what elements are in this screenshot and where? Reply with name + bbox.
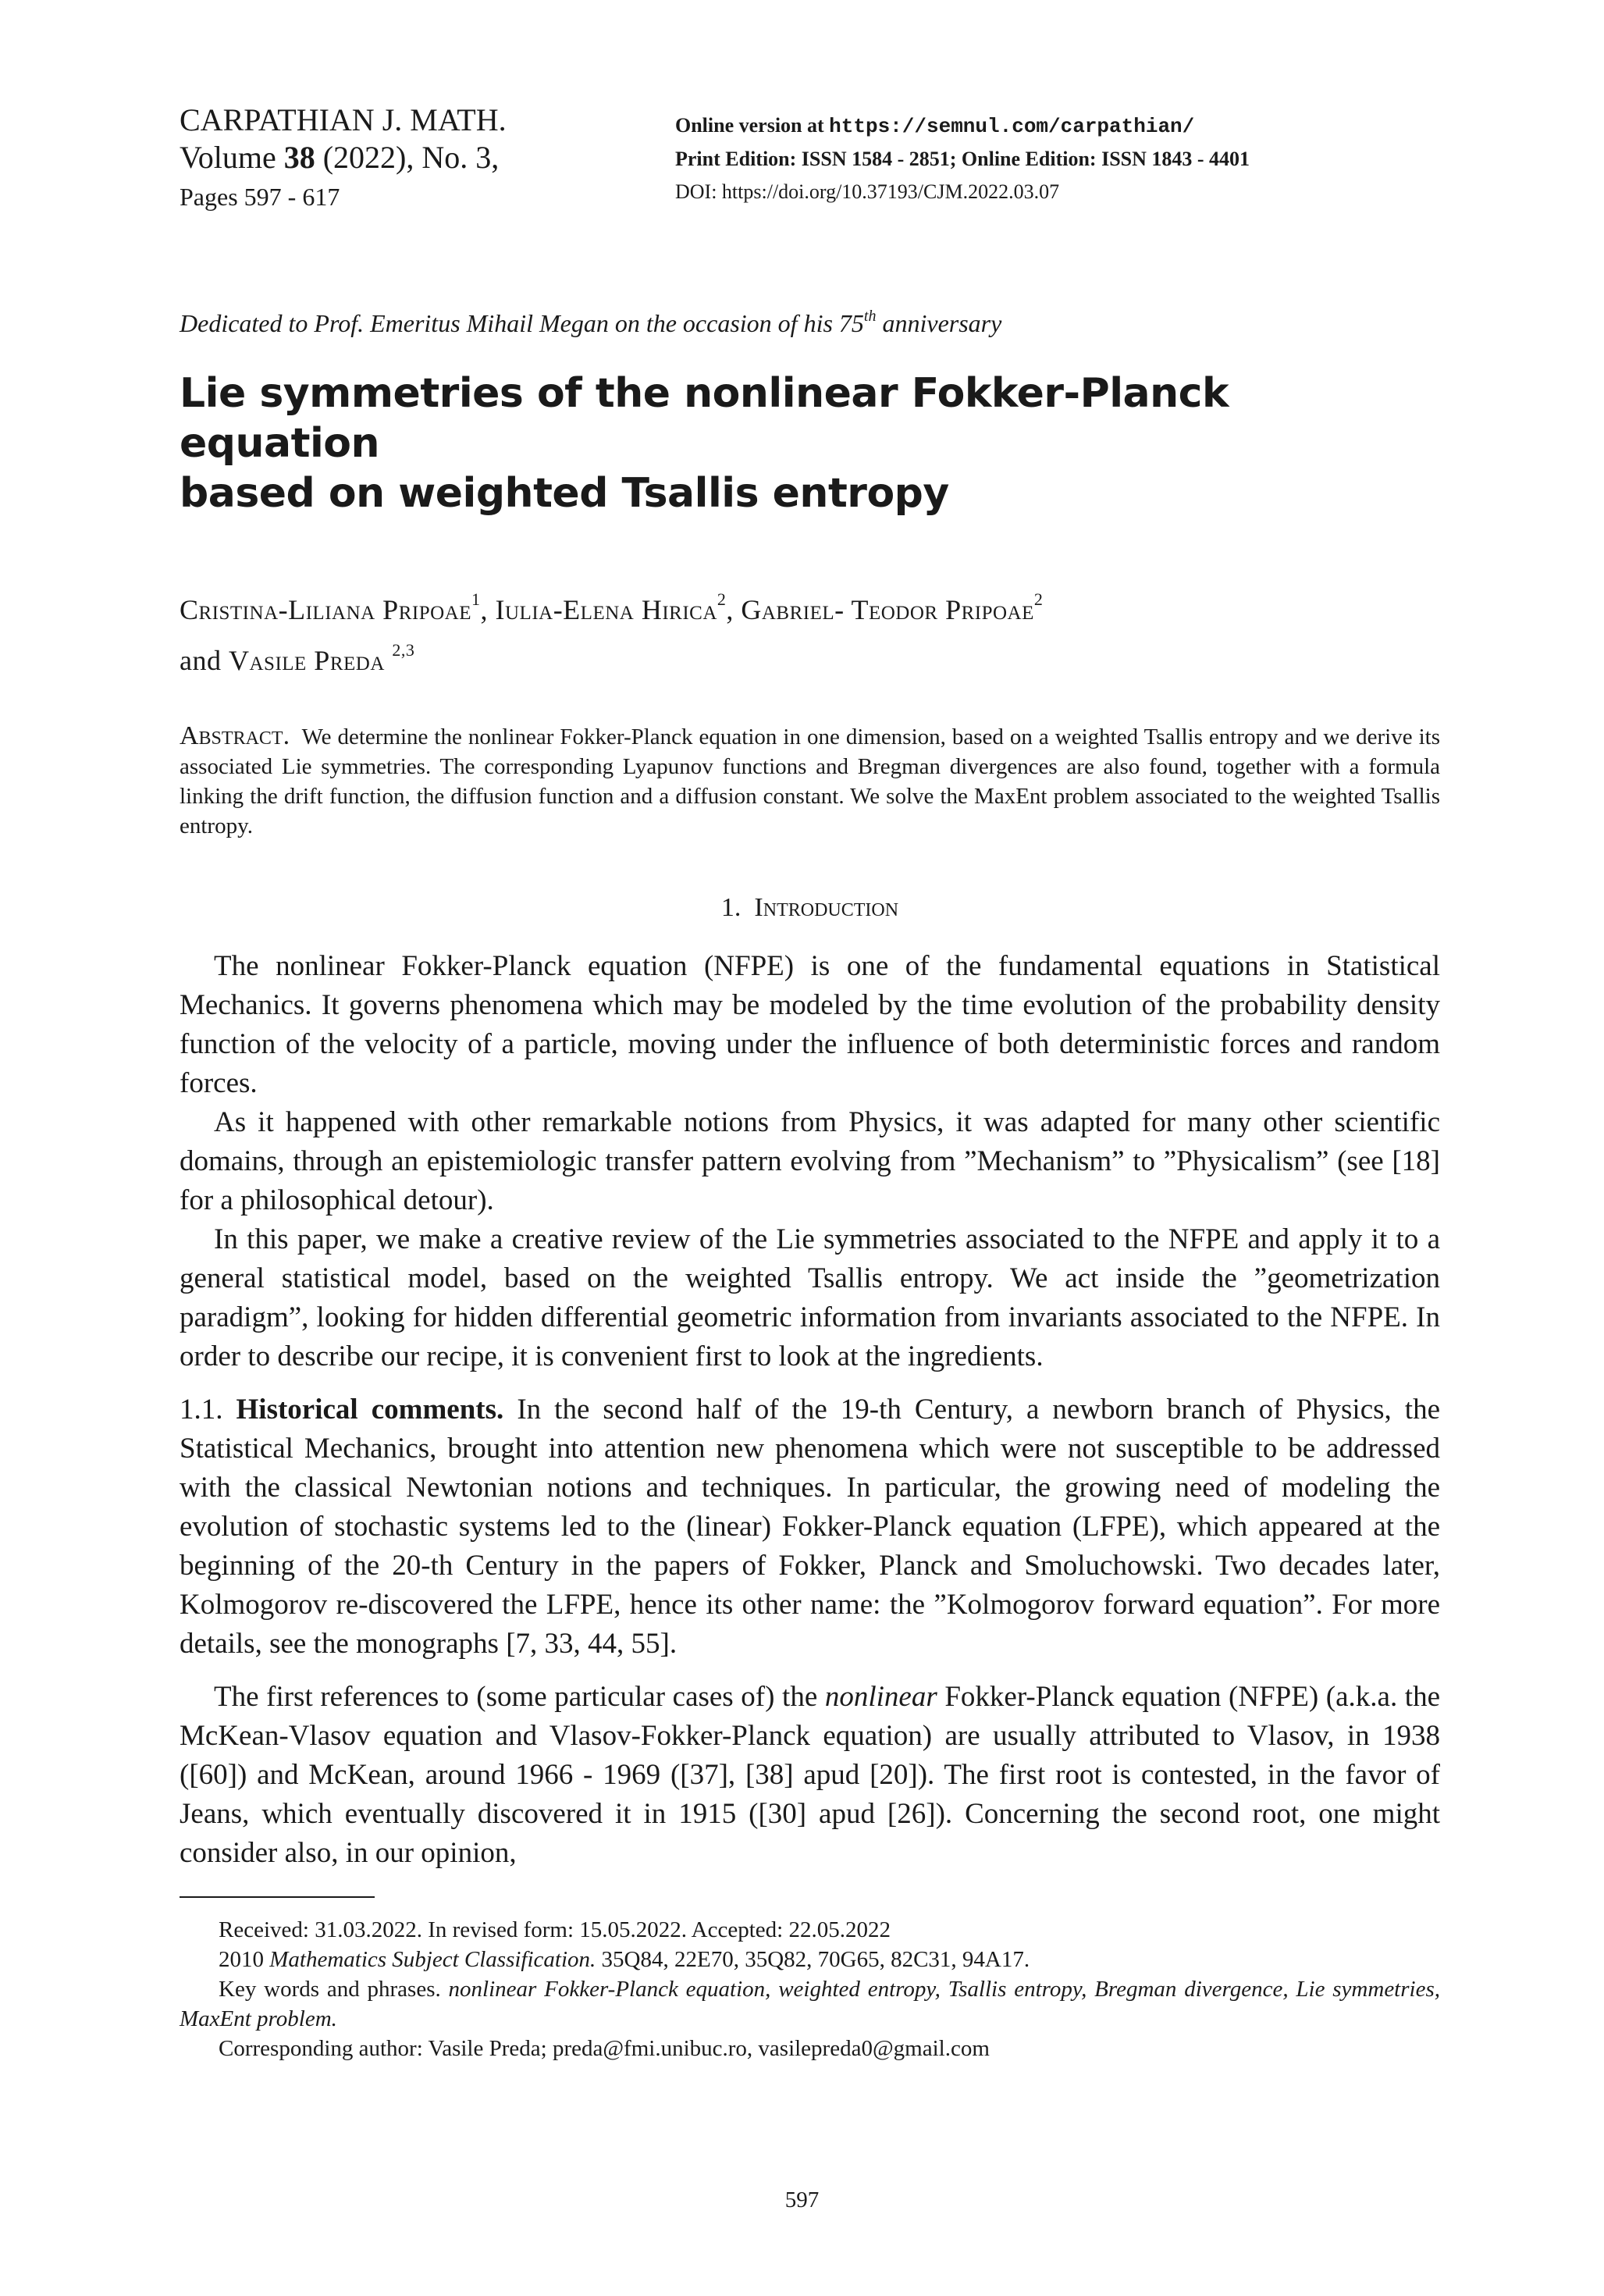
abstract-text: We determine the nonlinear Fokker-Planck equation in one dimension, based on a weighted Tsallis entropy and we derive its associated Lie symmetries. The corresponding Lyapunov functions and Bregman divergences are also found, together with a formula linking the drift function, the diffusion function and a diffusion constant. We solve the MaxEnt problem associated to the weighted Tsallis entropy. <box>180 724 1440 838</box>
body-text <box>180 947 1440 1873</box>
journal-info <box>180 101 671 226</box>
online-url-link[interactable]: https://semnul.com/carpathian/ <box>829 115 1195 138</box>
online-version: Online version at https://semnul.com/carpathian/ <box>675 114 1195 138</box>
subsection-heading: Historical comments. <box>236 1394 504 1426</box>
doi-link[interactable]: DOI: https://doi.org/10.37193/CJM.2022.03.07 <box>675 180 1060 203</box>
author-3: Gabriel- Teodor Pripoae <box>741 594 1034 625</box>
footnote-divider <box>180 1896 375 1898</box>
journal-name: CARPATHIAN J. MATH. <box>180 102 507 137</box>
footnote-received: Received: 31.03.2022. In revised form: 15.05.2022. Accepted: 22.05.2022 <box>219 1917 891 1942</box>
footnote-keywords: Key words and phrases. nonlinear Fokker-Planck equation, weighted entropy, Tsallis entropy, Bregman divergence, Lie symmetries, MaxEnt problem. <box>180 1977 1440 2031</box>
author-list: Cristina-Liliana Pripoae$^1$, Iulia-Elena Hirica$^2$, Gabriel- Teodor Pripoae$^2$ and Vasile Preda $^{2,3}$ <box>180 589 1044 676</box>
paper-page <box>180 101 1440 2063</box>
journal-volume: Volume 38 (2022), No. 3, <box>180 140 500 175</box>
abstract <box>180 721 1440 841</box>
section-heading: 1. Introduction <box>720 893 899 922</box>
footnotes <box>180 1915 1440 2063</box>
issn-line: Print Edition: ISSN 1584 - 2851; Online Edition: ISSN 1843 - 4401 <box>675 148 1250 170</box>
author-2: Iulia-Elena Hirica <box>495 594 717 625</box>
abstract-heading: Abstract. <box>180 721 290 750</box>
journal-pages: Pages 597 - 617 <box>180 183 340 211</box>
paragraph-3: In this paper, we make a creative review of the Lie symmetries associated to the NFPE and apply it to a general statistical model, based on the weighted Tsallis entropy. We act inside the ”geometrization paradigm”, looking for hidden differential geometric information from invariants associated to the NFPE. In order to describe our recipe, it is convenient first to look at the ingredients. <box>180 1223 1440 1372</box>
paper-title: Lie symmetries of the nonlinear Fokker-Planck equation based on weighted Tsallis entropy <box>180 370 1229 517</box>
footnote-corresponding: Corresponding author: Vasile Preda; preda@fmi.unibuc.ro, vasilepreda0@gmail.com <box>219 2036 990 2061</box>
author-4: Vasile Preda <box>228 645 385 676</box>
footnote-msc: 2010 Mathematics Subject Classification. 35Q84, 22E70, 35Q82, 70G65, 82C31, 94A17. <box>219 1947 1030 1972</box>
publication-info <box>675 101 1440 226</box>
dedication: Dedicated to Prof. Emeritus Mihail Megan on the occasion of his 75th anniversary <box>180 308 1002 337</box>
paragraph-2: As it happened with other remarkable notions from Physics, it was adapted for many other scientific domains, through an epistemiologic transfer pattern evolving from ”Mechanism” to ”Physicalism” (see [18] for a philosophical detour). <box>180 1106 1440 1216</box>
paragraph-historical: 1.1. Historical comments. In the second half of the 19-th Century, a newborn branch of Physics, the Statistical Mechanics, brought into attention new phenomena which were not susceptible to be addressed with the classical Newtonian notions and techniques. In particular, the growing need of modeling the evolution of stochastic systems led to the (linear) Fokker-Planck equation (LFPE), which appeared at the beginning of the 20-th Century in the papers of Fokker, Planck and Smoluchowski. Two decades later, Kolmogorov re-discovered the LFPE, hence its other name: the ”Kolmogorov forward equation”. For more details, see the monographs [7, 33, 44, 55]. <box>180 1394 1440 1660</box>
page-number: 597 <box>784 2187 820 2212</box>
paragraph-1: The nonlinear Fokker-Planck equation (NFPE) is one of the fundamental equations in Statistical Mechanics. It governs phenomena which may be modeled by the time evolution of the probability density function of the velocity of a particle, moving under the influence of both deterministic forces and random forces. <box>180 950 1440 1099</box>
author-1: Cristina-Liliana Pripoae <box>180 594 471 625</box>
journal-header <box>180 101 1440 226</box>
paragraph-5: The first references to (some particular cases of) the nonlinear Fokker-Planck equation (NFPE) (a.k.a. the McKean-Vlasov equation and Vlasov-Fokker-Planck equation) are usually attributed to Vlasov, in 1938 ([60]) and McKean, around 1966 - 1969 ([37], [38] apud [20]). The first root is contested, in the favor of Jeans, which eventually discovered it in 1915 ([30] apud [26]). Concerning the second root, one might consider also, in our opinion, <box>180 1681 1440 1869</box>
